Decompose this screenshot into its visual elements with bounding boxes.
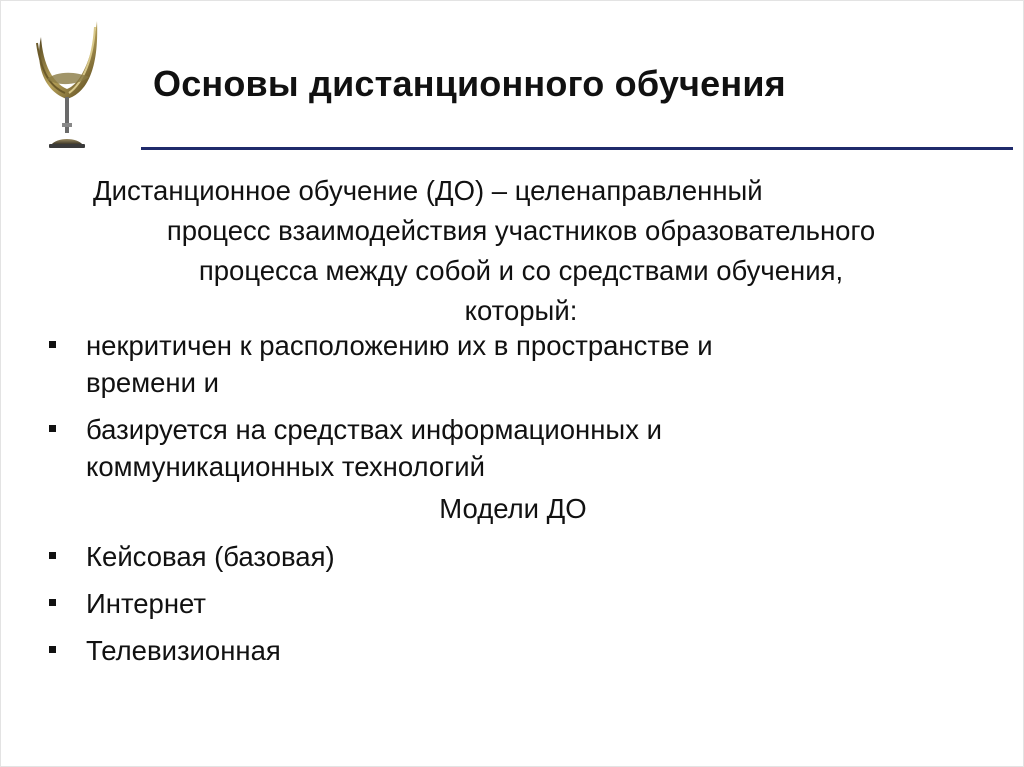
definition-line: который:	[464, 295, 578, 326]
list-item-text: времени и	[86, 367, 219, 398]
list-item-text: Кейсовая (базовая)	[86, 541, 335, 572]
glass-goblet-icon	[27, 13, 117, 153]
list-item	[41, 411, 941, 485]
list-item	[41, 585, 941, 622]
list-item-text: базируется на средствах информационных и	[86, 414, 662, 445]
bullet-square-icon	[49, 646, 56, 653]
title-divider	[141, 147, 1013, 150]
list-item-text: некритичен к расположению их в пространстве и	[86, 330, 713, 361]
bullet-square-icon	[49, 425, 56, 432]
bullet-square-icon	[49, 599, 56, 606]
definition-line: процесса между собой и со средствами обучения,	[198, 255, 844, 286]
bullet-square-icon	[49, 341, 56, 348]
list-item	[41, 327, 941, 401]
property-list	[41, 327, 941, 495]
list-item-text: коммуникационных технологий	[86, 451, 485, 482]
definition-line: Дистанционное обучение (ДО) – целенаправленный	[93, 175, 763, 206]
list-item-text: Телевизионная	[86, 635, 281, 666]
models-list	[41, 538, 941, 679]
slide-title: Основы дистанционного обучения	[153, 63, 786, 104]
list-item-text: Интернет	[86, 588, 206, 619]
bullet-square-icon	[49, 552, 56, 559]
list-item	[41, 632, 941, 669]
list-item	[41, 538, 941, 575]
models-heading: Модели ДО	[439, 493, 587, 524]
definition-line: процесс взаимодействия участников образовательного	[166, 215, 876, 246]
definition-paragraph	[61, 171, 981, 331]
